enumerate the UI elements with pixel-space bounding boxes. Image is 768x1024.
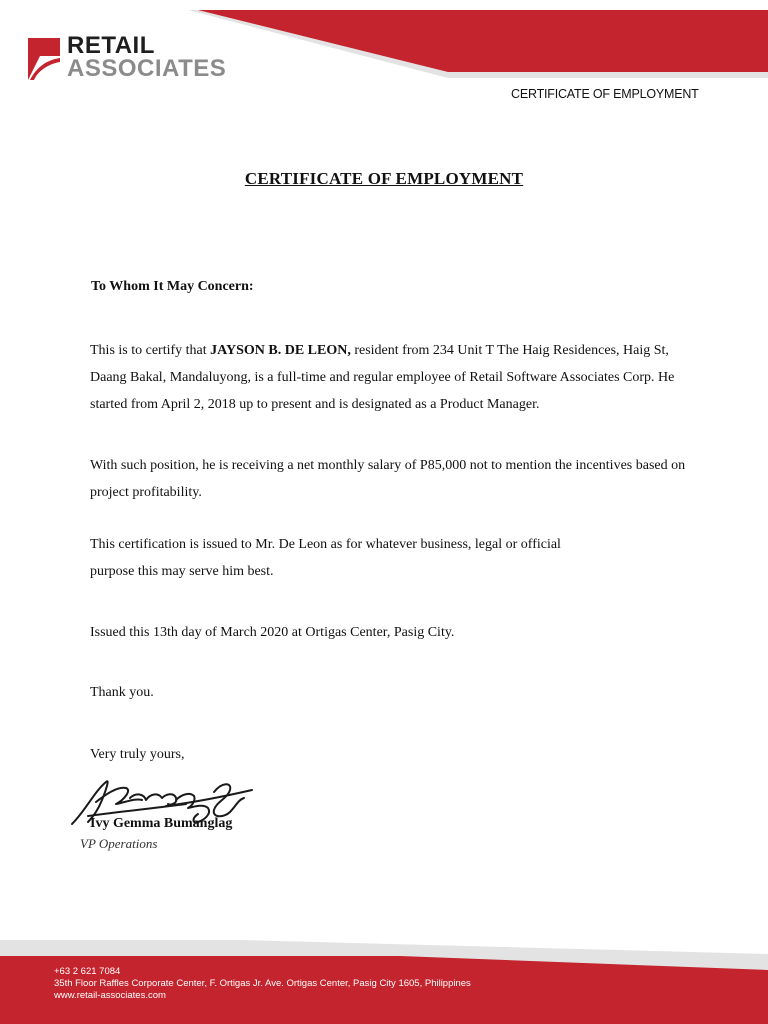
paragraph-details: resident from 234 Unit T The Haig Residences, Haig St, Daang Bakal, Mandaluyong, is a full-time and regular employee of Retail Software Associates Corp. He started from April 2, 2018 up to present and is designated as a Product Manager. [90,343,675,412]
logo-text-retail: RETAIL [67,32,155,59]
logo-mark-icon [28,36,62,80]
document-title: CERTIFICATE OF EMPLOYMENT [244,169,524,188]
footer-address: 35th Floor Raffles Corporate Center, F. Ortigas Jr. Ave. Ortigas Center, Pasig City 1605, Philippines [54,978,471,989]
footer-phone: +63 2 621 7084 [54,966,121,977]
paragraph-issued: Issued this 13th day of March 2020 at Ortigas Center, Pasig City. [90,625,455,640]
paragraph-purpose-line2: purpose this may serve him best. [90,564,274,579]
signer-name: Ivy Gemma Bumanglag [90,816,233,831]
footer-website-link[interactable]: www.retail-associates.com [54,990,166,1001]
paragraph-purpose-line1: This certification is issued to Mr. De Leon as for whatever business, legal or official [90,537,561,552]
paragraph-salary: With such position, he is receiving a net monthly salary of P85,000 not to mention the incentives based on project profitability. [90,458,686,500]
logo-text-associates: ASSOCIATES [67,55,227,82]
paragraph-intro: This is to certify that [90,343,211,358]
paragraph-certification [90,337,690,418]
paragraph-thanks: Thank you. [90,685,154,700]
signer-title: VP Operations [80,836,158,851]
header-title: CERTIFICATE OF EMPLOYMENT [511,87,699,101]
closing: Very truly yours, [90,747,185,762]
employee-name: JAYSON B. DE LEON, [210,343,351,358]
salutation: To Whom It May Concern: [91,279,254,294]
paragraph-purpose [90,531,690,585]
company-logo [28,34,238,82]
header-red-band [198,10,768,72]
footer-contact [54,966,471,1002]
